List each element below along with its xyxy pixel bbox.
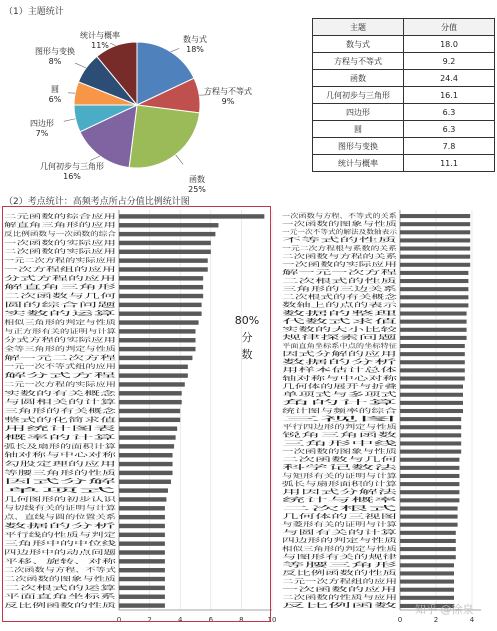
category-label: 三角形的有关概念 xyxy=(4,407,53,415)
pie-percent: 7% xyxy=(35,129,49,138)
category-label: 等腰三角形的性质 xyxy=(4,469,53,477)
category-label: 三视图 xyxy=(282,415,301,423)
bar xyxy=(400,474,459,478)
category-label: 锐角三角函数 xyxy=(282,432,319,440)
category-label: 一次函数的图象与性质 xyxy=(282,448,343,456)
pie-percent: 25% xyxy=(188,185,206,194)
table-row xyxy=(313,155,495,172)
bar xyxy=(400,482,459,486)
pie-label: 几何初步与三角形 xyxy=(40,162,104,171)
score-cell: 7.8 xyxy=(404,138,495,155)
bar xyxy=(400,312,467,316)
category-label: 与菱形有关的证明与计算 xyxy=(282,521,349,529)
bar xyxy=(400,376,465,380)
bar xyxy=(400,547,456,551)
bar xyxy=(400,368,465,372)
category-label: 几何图形的初步认识 xyxy=(4,496,59,504)
bar xyxy=(400,279,468,283)
tick-label: 10 xyxy=(267,616,276,624)
section-title-knowledge-points: （2）考点统计：高频考点所占分值比例统计图 xyxy=(4,197,190,207)
category-label: 三角形中线 xyxy=(282,440,313,448)
topic-cell: 数与式 xyxy=(313,36,404,53)
category-label: 一元二次方程的实际应用 xyxy=(4,257,71,265)
category-label: 解一元二次方程 xyxy=(4,354,47,362)
tick-label: 4 xyxy=(469,616,475,624)
category-label: 与图形有关的规律 xyxy=(282,553,331,561)
category-label: 二元函数的综合应用 xyxy=(4,213,59,221)
category-label: 二次根式 xyxy=(282,505,307,513)
score-cell: 11.1 xyxy=(404,155,495,172)
table-header-row xyxy=(313,19,495,36)
watermark: 知乎 @徐泉 xyxy=(415,603,474,616)
category-label: 角的计算 xyxy=(282,399,307,407)
table-row xyxy=(313,104,495,121)
pie-label: 四边形 xyxy=(30,119,54,128)
table-row xyxy=(313,121,495,138)
category-label: 一次函数的实际应用 xyxy=(282,261,337,269)
bar xyxy=(400,214,470,218)
category-label: 统计图与频率的综合 xyxy=(282,407,337,415)
category-label: 平行线的性质与判定 xyxy=(4,531,59,539)
category-label: 实数的运算 xyxy=(4,310,35,318)
pie-percent: 16% xyxy=(63,172,81,181)
category-label: 整式的化简求值 xyxy=(4,416,47,424)
table-row xyxy=(313,36,495,53)
category-label: 四边形的判定与性质 xyxy=(282,537,337,545)
pie-percent: 9% xyxy=(221,97,235,106)
bar xyxy=(400,458,459,462)
category-label: 数据的整理 xyxy=(282,310,313,318)
bar xyxy=(400,539,456,543)
tick-label: 4 xyxy=(177,616,183,624)
bar xyxy=(400,287,468,291)
category-label: 三角形的三边关系 xyxy=(282,285,331,293)
bar xyxy=(400,409,463,413)
category-label: 二次函数与几何 xyxy=(4,292,47,300)
category-label: 数轴上的点的表示 xyxy=(282,302,331,310)
bar xyxy=(400,393,463,397)
bar xyxy=(400,490,459,494)
section-title-topics: （1）主题统计 xyxy=(4,7,64,17)
category-label: 勾股定理的应用 xyxy=(4,461,47,469)
bar xyxy=(400,441,461,445)
pie-label: 数与式 xyxy=(183,35,207,44)
bar xyxy=(400,360,465,364)
category-label: 三角形中的中位线 xyxy=(4,540,53,548)
category-label: 一次函数的应用 xyxy=(282,586,325,594)
category-label: 概率的计算 xyxy=(4,434,35,442)
category-label: 解直角三角形 xyxy=(4,284,41,292)
category-label: 单项式与多项式 xyxy=(282,391,325,399)
category-label: 相似三角形的判定与性质 xyxy=(282,545,349,553)
bar xyxy=(400,303,468,307)
category-label: 二次根式的有关概念 xyxy=(282,294,337,302)
category-label: 弧长及扇形的面积计算 xyxy=(4,443,65,451)
category-label: 二次函数的性质与应用 xyxy=(282,594,343,602)
category-label: 二次根式的运算 xyxy=(4,584,47,592)
category-label: 因式分解的应用 xyxy=(282,350,325,358)
category-label: 科学记数法 xyxy=(282,464,313,472)
bar xyxy=(400,328,467,332)
bar xyxy=(400,571,454,575)
bar xyxy=(400,555,456,559)
category-label: 平面直角坐标系中点的坐标特征 xyxy=(282,342,367,350)
bar xyxy=(400,450,461,454)
category-label: 反比例函数的性质 xyxy=(4,602,53,610)
score-cell: 6.3 xyxy=(404,121,495,138)
bar xyxy=(400,295,468,299)
leader-line xyxy=(75,63,86,68)
category-label: 二元一次方程组的应用 xyxy=(282,578,343,586)
category-label: 与圆相关的计算 xyxy=(4,399,47,407)
note-line: 80% xyxy=(234,314,260,327)
category-label: 全等三角形的判定与性质 xyxy=(4,346,71,354)
category-label: 解直角三角形的应用 xyxy=(4,222,59,230)
category-label: 一次函数的图象与性质 xyxy=(282,220,343,228)
note-line: 分 xyxy=(241,331,253,344)
bar xyxy=(400,596,454,600)
bar xyxy=(400,401,463,405)
topic-cell: 四边形 xyxy=(313,104,404,121)
header-score: 分值 xyxy=(404,19,495,36)
category-label: 反比例函数的性质 xyxy=(282,570,331,578)
bar xyxy=(400,523,458,527)
category-label: 二元一次方程的实际应用 xyxy=(4,381,71,389)
category-label: 解分式方程 xyxy=(4,372,35,380)
category-label: 与切线有关的证明与计算 xyxy=(4,505,71,513)
category-label: 解一元一次方程 xyxy=(282,269,325,277)
pie-label: 方程与不等式 xyxy=(204,87,252,96)
category-label: 与矩形有关的证明与计算 xyxy=(282,472,349,480)
leader-line xyxy=(110,43,115,46)
category-label: 用因式分解法 xyxy=(282,489,319,497)
category-label: 圆的综合问题 xyxy=(4,301,41,309)
score-cell: 9.2 xyxy=(404,53,495,70)
category-label: 实数的有关概念 xyxy=(4,390,47,398)
tick-label: 8 xyxy=(239,616,244,624)
category-label: 轴对称与中心对称 xyxy=(4,452,53,460)
bar xyxy=(400,336,467,340)
category-label: 弧长与扇形面积的计算 xyxy=(282,480,343,488)
table-row xyxy=(313,138,495,155)
category-label: 用样本估计总体 xyxy=(282,367,325,375)
bar xyxy=(400,433,461,437)
category-label: 一次函数与方程、不等式的关系 xyxy=(282,212,367,220)
category-label: 二次函数与方程的关系 xyxy=(282,253,343,261)
category-label: 二次函数与方程、不等式 xyxy=(4,567,71,575)
category-label: 统计与概率 xyxy=(282,497,313,505)
category-label: 数据的分析 xyxy=(282,359,313,367)
topic-score-table xyxy=(312,18,495,172)
category-label: 等腰三角形 xyxy=(282,562,313,570)
category-label: 平移、旋转、对称 xyxy=(4,558,53,566)
bar xyxy=(400,222,470,226)
leader-line xyxy=(171,48,179,51)
bar xyxy=(400,385,463,389)
pie-label: 函数 xyxy=(189,175,205,184)
bar xyxy=(400,263,470,267)
category-label: 点、直线与圆的位置关系 xyxy=(4,514,71,522)
table-row xyxy=(313,87,495,104)
category-label: 反比例函数与一次函数的综合 xyxy=(4,231,83,239)
topic-cell: 几何初步与三角形 xyxy=(313,87,404,104)
category-label: 相似三角形的判定与性质 xyxy=(4,319,71,327)
category-label: 平行四边形的判定与性质 xyxy=(282,424,349,432)
bar xyxy=(400,498,459,502)
highlight-frame xyxy=(2,206,271,622)
bar xyxy=(400,352,465,356)
note-line: 数 xyxy=(241,348,253,361)
score-cell: 18.0 xyxy=(404,36,495,53)
topic-cell: 方程与不等式 xyxy=(313,53,404,70)
bar xyxy=(400,425,461,429)
bar xyxy=(400,255,470,259)
category-label: 反比例函数 xyxy=(282,602,313,610)
bar xyxy=(400,563,454,567)
bar xyxy=(400,238,470,242)
category-label: 一次方程组的应用 xyxy=(4,266,53,274)
category-label: 二次函数的实际应用 xyxy=(4,248,59,256)
tick-label: 0 xyxy=(397,616,403,624)
pie-percent: 11% xyxy=(91,41,109,50)
topic-cell: 圆 xyxy=(313,121,404,138)
category-label: 分式方程的实际应用 xyxy=(4,337,59,345)
eighty-percent-note xyxy=(232,312,262,363)
leader-line xyxy=(176,155,183,165)
table-row xyxy=(313,70,495,87)
bar xyxy=(400,515,458,519)
category-label: 四边形中的动点问题 xyxy=(4,549,59,557)
bar xyxy=(400,230,470,234)
header-topic: 主题 xyxy=(313,19,404,36)
bar xyxy=(400,417,461,421)
category-label: 不等式的性质 xyxy=(282,237,319,245)
category-label: 因式分解 xyxy=(4,478,29,486)
bar xyxy=(400,531,456,535)
topic-cell: 图形与变换 xyxy=(313,138,404,155)
tick-label: 0 xyxy=(116,616,122,624)
category-label: 一元二次方程根与系数的关系 xyxy=(282,245,361,253)
tick-label: 6 xyxy=(208,616,214,624)
category-label: 二次函数与几何 xyxy=(282,456,325,464)
category-label: 数据的分析 xyxy=(4,522,35,530)
bar xyxy=(400,344,465,348)
category-label: 单项式 xyxy=(4,487,23,495)
category-label: 分式方程的应用 xyxy=(4,275,47,283)
category-label: 一元一次不等式组的应用 xyxy=(4,363,71,371)
topic-cell: 函数 xyxy=(313,70,404,87)
pie-percent: 18% xyxy=(186,45,204,54)
category-label: 代数式求值 xyxy=(282,318,313,326)
table-row xyxy=(313,53,495,70)
category-label: 轴对称与中心对称 xyxy=(282,375,331,383)
category-label: 二次函数的图象与性质 xyxy=(4,575,65,583)
bar xyxy=(400,580,454,584)
bar xyxy=(400,588,454,592)
category-label: 与圆有关的计算 xyxy=(282,529,325,537)
category-label: 二次根式的性质 xyxy=(282,277,325,285)
category-label: 与正方形有关的证明与计算 xyxy=(4,328,77,336)
pie-slice xyxy=(129,105,199,168)
category-label: 一元一次不等式的解法及数轴表示 xyxy=(282,229,373,237)
score-cell: 6.3 xyxy=(404,104,495,121)
leader-line xyxy=(64,119,76,122)
bar xyxy=(400,506,458,510)
category-label: 一次函数的实际应用 xyxy=(4,239,59,247)
category-label: 几何体的展开与折叠 xyxy=(282,383,337,391)
pie-label: 图形与变换 xyxy=(35,47,75,56)
category-label: 用统计图表 xyxy=(4,425,35,433)
topic-pie-chart xyxy=(0,14,300,194)
bar xyxy=(400,320,467,324)
category-label: 平面直角坐标系 xyxy=(4,593,47,601)
category-label: 实数的大小比较 xyxy=(282,326,325,334)
score-cell: 24.4 xyxy=(404,70,495,87)
leader-line xyxy=(90,156,100,161)
score-cell: 16.1 xyxy=(404,87,495,104)
pie-label: 圆 xyxy=(51,85,59,94)
tick-label: 2 xyxy=(147,616,152,624)
bar xyxy=(400,247,470,251)
category-label: 规律探索问题 xyxy=(282,334,319,342)
pie-label: 统计与概率 xyxy=(80,31,120,40)
pie-percent: 6% xyxy=(48,95,62,104)
tick-label: 2 xyxy=(433,616,439,624)
topic-cell: 统计与概率 xyxy=(313,155,404,172)
bar xyxy=(400,466,459,470)
bar xyxy=(400,271,468,275)
right-bar-chart xyxy=(276,200,497,631)
category-label: 几何体的三视图 xyxy=(282,513,325,521)
pie-percent: 8% xyxy=(48,57,62,66)
